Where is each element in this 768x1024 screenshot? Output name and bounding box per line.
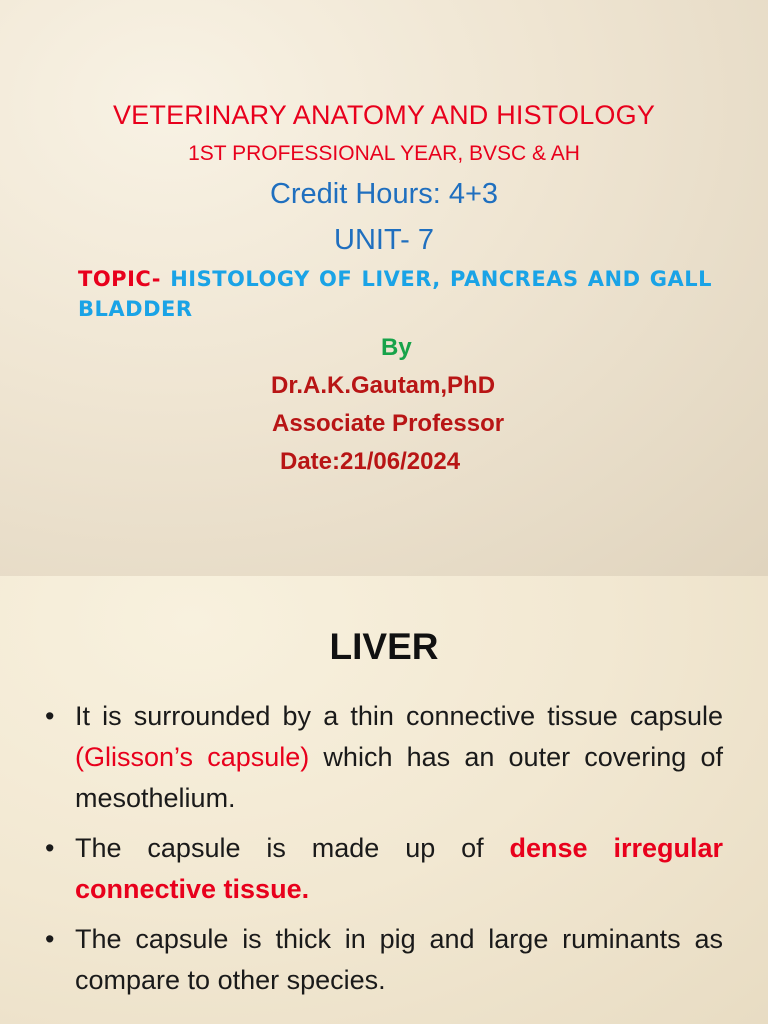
topic-text: HISTOLOGY OF LIVER, PANCREAS AND GALL BLADDER xyxy=(78,267,712,321)
credit-hours: Credit Hours: 4+3 xyxy=(269,178,499,210)
author-role: Associate Professor xyxy=(272,410,505,437)
slide-heading: LIVER xyxy=(329,626,439,667)
list-item xyxy=(45,828,723,910)
course-title: VETERINARY ANATOMY AND HISTOLOGY xyxy=(112,100,656,130)
presentation-date: Date:21/06/2024 xyxy=(280,448,461,475)
author-name: Dr.A.K.Gautam,PhD xyxy=(271,372,496,399)
bullet-text: which has an outer covering of mesothelium. xyxy=(75,742,723,813)
bullet-text: It is surrounded by a thin connective tissue capsule xyxy=(75,701,723,731)
course-subtitle: 1ST PROFESSIONAL YEAR, BVSC & AH xyxy=(188,142,580,165)
bullet-icon: • xyxy=(45,701,55,731)
topic-label: TOPIC- xyxy=(78,267,161,291)
list-item xyxy=(45,919,723,1001)
bullet-icon: • xyxy=(45,833,55,863)
bullet-text: The capsule is thick in pig and large ruminants as compare to other species. xyxy=(75,924,723,995)
by-label: By xyxy=(381,334,412,361)
liver-slide xyxy=(0,576,768,1024)
highlight-text: dense irregular connective tissue. xyxy=(75,833,723,904)
bullet-icon: • xyxy=(45,924,55,954)
bullet-list xyxy=(45,696,723,1010)
bullet-text: The capsule is made up of xyxy=(75,833,510,863)
list-item xyxy=(45,696,723,819)
unit-number: UNIT- 7 xyxy=(334,224,434,256)
topic-line xyxy=(78,264,712,324)
highlight-text: (Glisson’s capsule) xyxy=(75,742,310,772)
